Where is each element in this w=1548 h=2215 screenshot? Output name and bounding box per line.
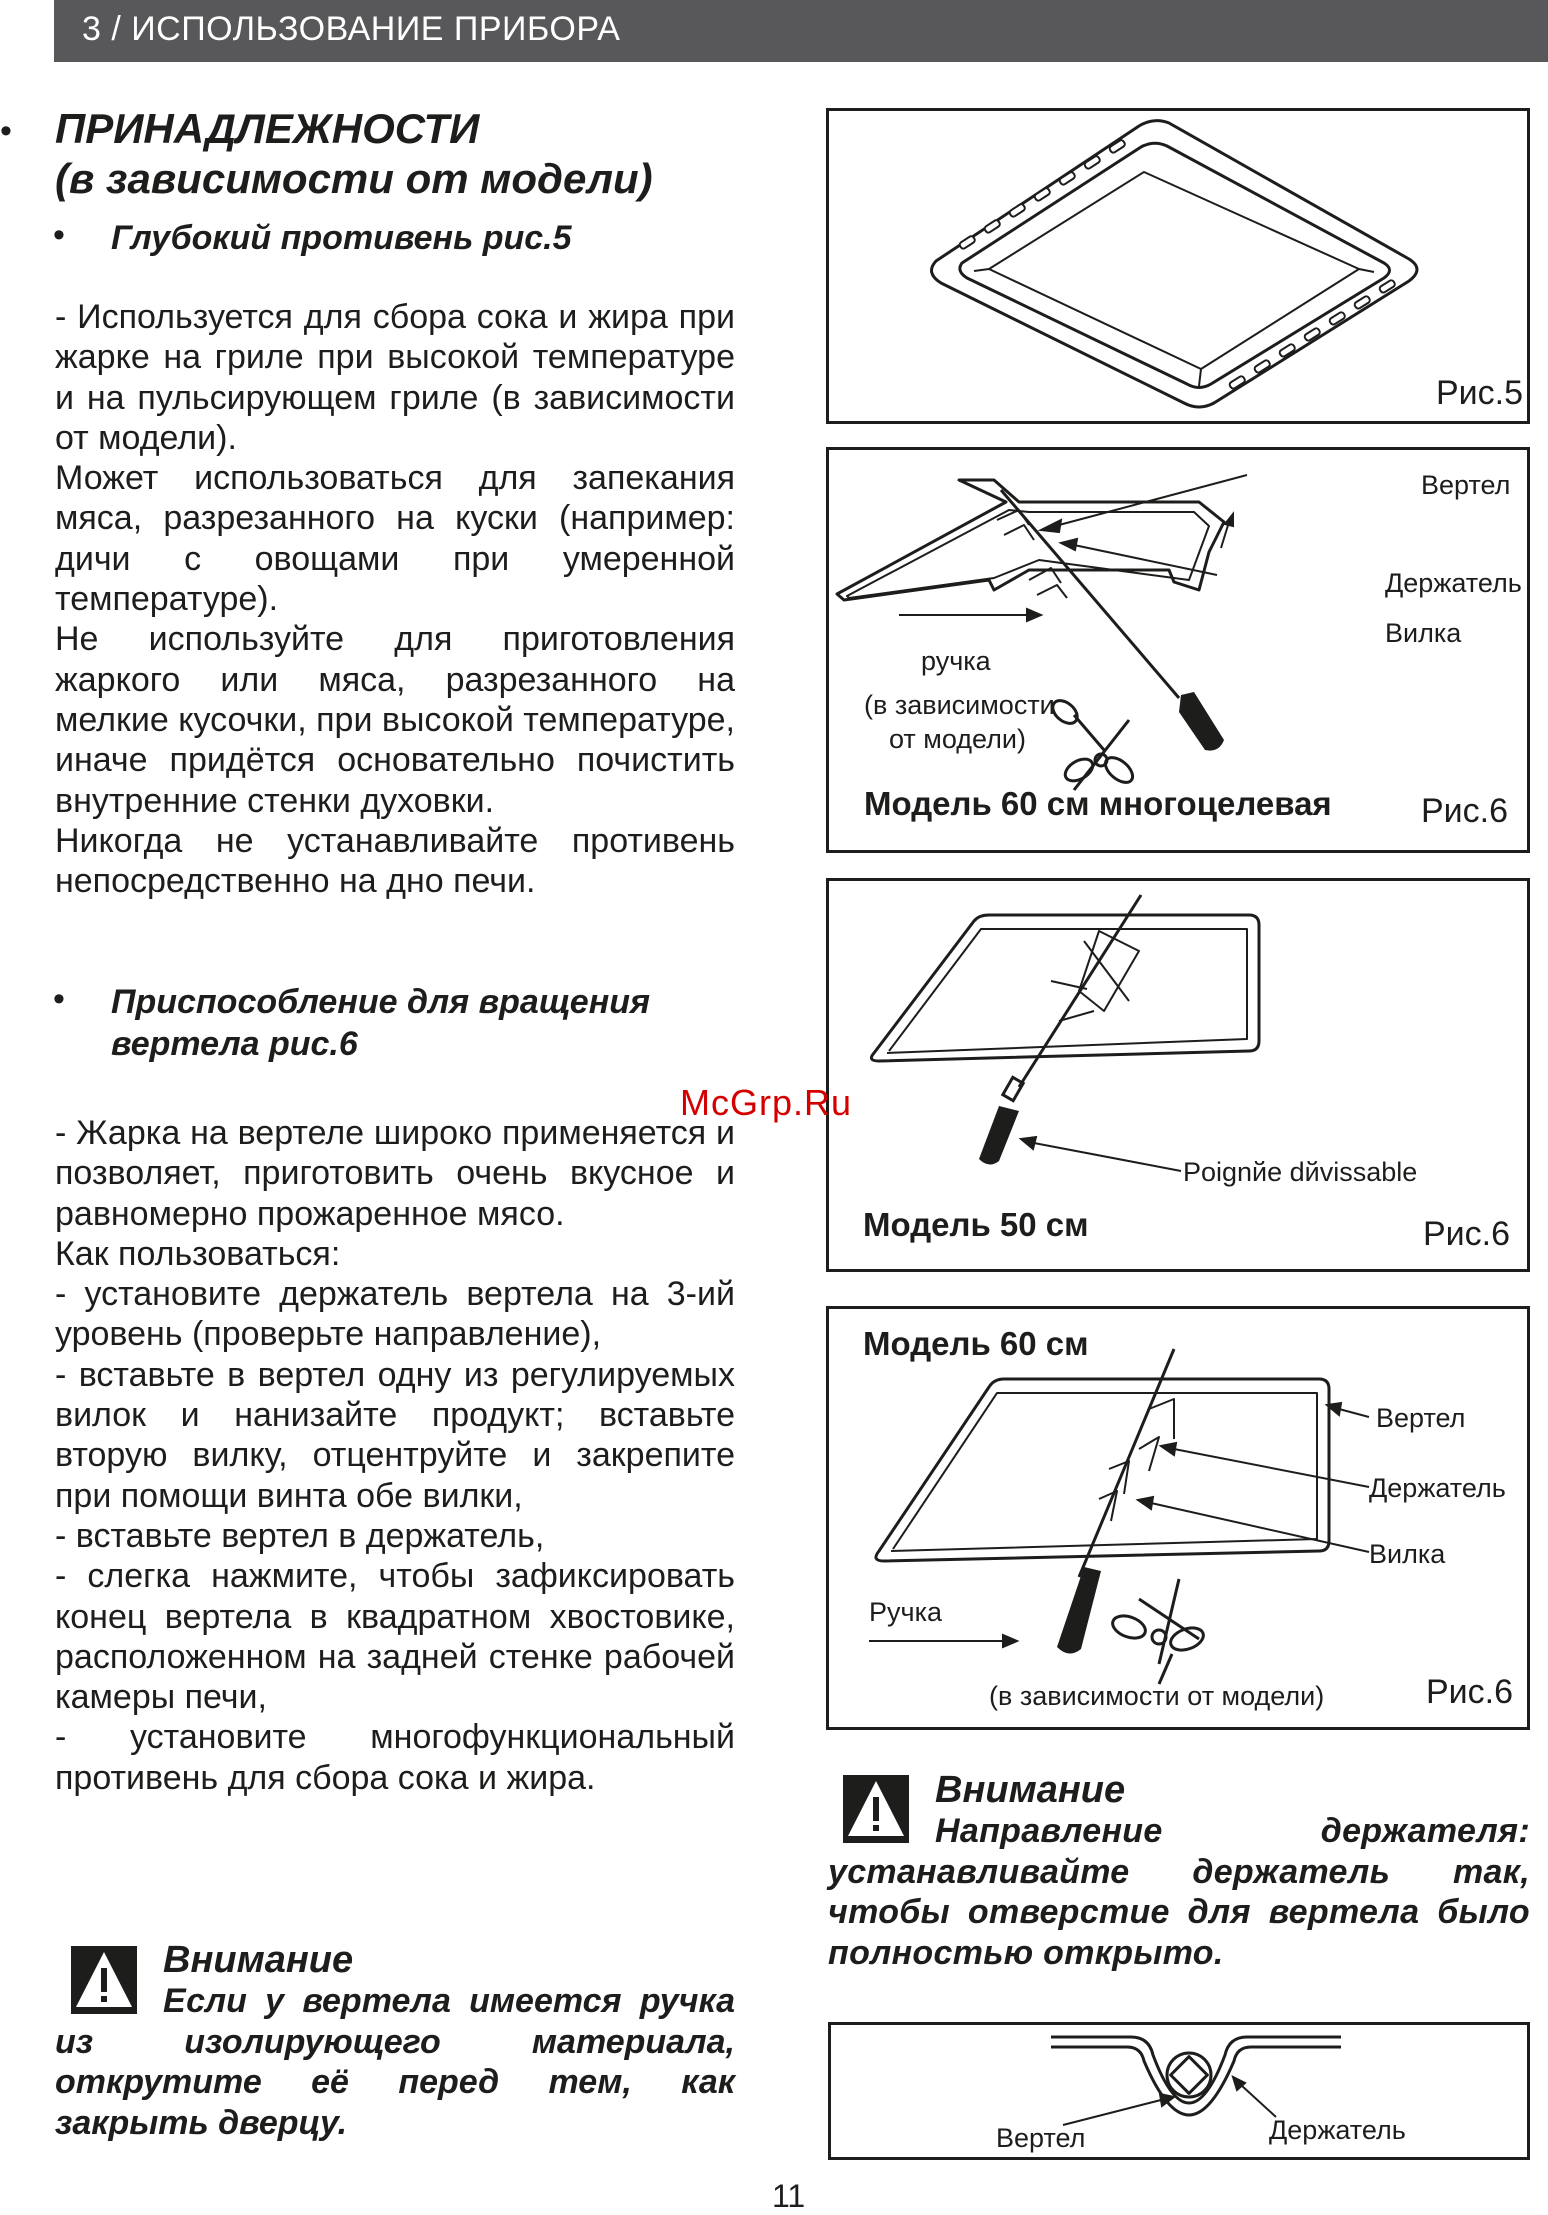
fig6b-model-name: Модель 50 см <box>863 1206 1089 1243</box>
fig6a-model-name: Модель 60 см многоцелевая <box>864 785 1332 822</box>
item1-paragraph: - Используется для сбора сока и жира при жарке на гриле при высокой температуре и на пульсирующем гриле (в зависимости от модели). <box>55 298 735 457</box>
fig6a-spit-label: Вертел <box>1421 470 1511 500</box>
main-bullet: • <box>0 112 12 150</box>
item2-paragraph: - установите держатель вертела на 3-ий уровень (проверьте направление), <box>55 1275 735 1354</box>
section-header <box>54 0 1548 62</box>
item2-paragraph: Как пользоваться: <box>55 1234 341 1273</box>
warning-right-title: Внимание <box>935 1769 1126 1811</box>
section-title: 3 / ИСПОЛЬЗОВАНИЕ ПРИБОРА <box>82 10 621 48</box>
figure-6-model-60-multi <box>826 447 1530 853</box>
item2-paragraph: - вставьте в вертел одну из регулируемых вилок и нанизайте продукт; вставьте вторую вилку, отцентруйте и закрепите при помощи винта обе вилки, <box>55 1355 735 1515</box>
item2-paragraph: - слегка нажмите, чтобы зафиксировать конец вертела в квадратном хвостовике, расположенном на задней стенке рабочей камеры печи, <box>55 1557 735 1717</box>
item1-paragraph: Никогда не устанавливайте противень непосредственно на дно печи. <box>55 821 735 901</box>
item2-paragraph: - вставьте вертел в держатель, <box>55 1516 545 1555</box>
page-number: 11 <box>772 2178 806 2214</box>
fig6c-fork-label: Вилка <box>1369 1539 1446 1569</box>
fig6a-fork-label: Вилка <box>1385 618 1462 648</box>
fig6b-handle-label: Poignйe dйvissable <box>1183 1157 1418 1187</box>
item2-paragraph: - установите многофункциональный противень для сбора сока и жира. <box>55 1718 735 1797</box>
fig7-holder-label: Держатель <box>1269 2115 1406 2145</box>
figure-holder-direction <box>828 2022 1530 2160</box>
accessories-title-line1: ПРИНАДЛЕЖНОСТИ <box>55 105 480 152</box>
fig6a-holder-label: Держатель <box>1385 568 1522 598</box>
item2-heading-line1: Приспособление для вращения <box>111 983 651 1021</box>
fig6c-spit-label: Вертел <box>1376 1403 1466 1433</box>
fig6a-figure-label: Рис.6 <box>1421 792 1509 830</box>
item2-body <box>55 1113 735 1798</box>
item1-paragraph: Может использоваться для запекания мяса, разрезанного на куски (например: дичи с овощами при умеренной температуре). <box>55 459 735 619</box>
fig6c-model-name: Модель 60 см <box>863 1325 1089 1362</box>
item1-body <box>55 297 735 901</box>
fig6c-figure-label: Рис.6 <box>1426 1673 1514 1711</box>
figure-5-deep-tray <box>826 108 1530 424</box>
figure-5-label: Рис.5 <box>1435 374 1523 412</box>
item1-heading: Глубокий противень рис.5 <box>111 219 572 257</box>
watermark: McGrp.Ru <box>680 1082 853 1123</box>
item1-bullet: • <box>53 216 65 254</box>
item1-paragraph: Не используйте для приготовления жаркого или мяса, разрезанного на мелкие кусочки, при высокой температуре, иначе придётся основательно почистить внутренние стенки духовки. <box>55 620 735 820</box>
fig6c-handle-label: Ручка <box>869 1597 942 1627</box>
figure-6-model-50 <box>826 878 1530 1272</box>
item2-bullet: • <box>53 980 65 1018</box>
accessories-title <box>55 104 735 204</box>
fig6c-note: (в зависимости от модели) <box>989 1681 1325 1711</box>
warning-right-text: Направление держателя: устанавливайте держатель так, чтобы отверстие для вертела было полностью открыто. <box>828 1812 1530 1972</box>
fig6b-figure-label: Рис.6 <box>1423 1215 1511 1253</box>
fig6a-handle-note-line2: от модели) <box>889 724 1026 754</box>
fig7-spit-label: Вертел <box>996 2123 1086 2153</box>
warning-left-title: Внимание <box>163 1939 354 1981</box>
item2-heading-line2: вертела рис.6 <box>111 1025 358 1063</box>
item2-paragraph: - Жарка на вертеле широко применяется и позволяет, приготовить очень вкусное и равномерно прожаренное мясо. <box>55 1114 735 1233</box>
figure-6-model-60 <box>826 1306 1530 1730</box>
fig6a-handle-note-line1: (в зависимости <box>864 690 1055 720</box>
fig6c-holder-label: Держатель <box>1369 1473 1506 1503</box>
accessories-title-line2: (в зависимости от модели) <box>55 155 653 202</box>
warning-left-text: Если у вертела имеется ручка из изолирующего материала, открутите её перед тем, как закрыть дверцу. <box>55 1982 735 2142</box>
fig6a-handle-label: ручка <box>921 646 991 676</box>
item2-heading <box>111 981 751 1065</box>
